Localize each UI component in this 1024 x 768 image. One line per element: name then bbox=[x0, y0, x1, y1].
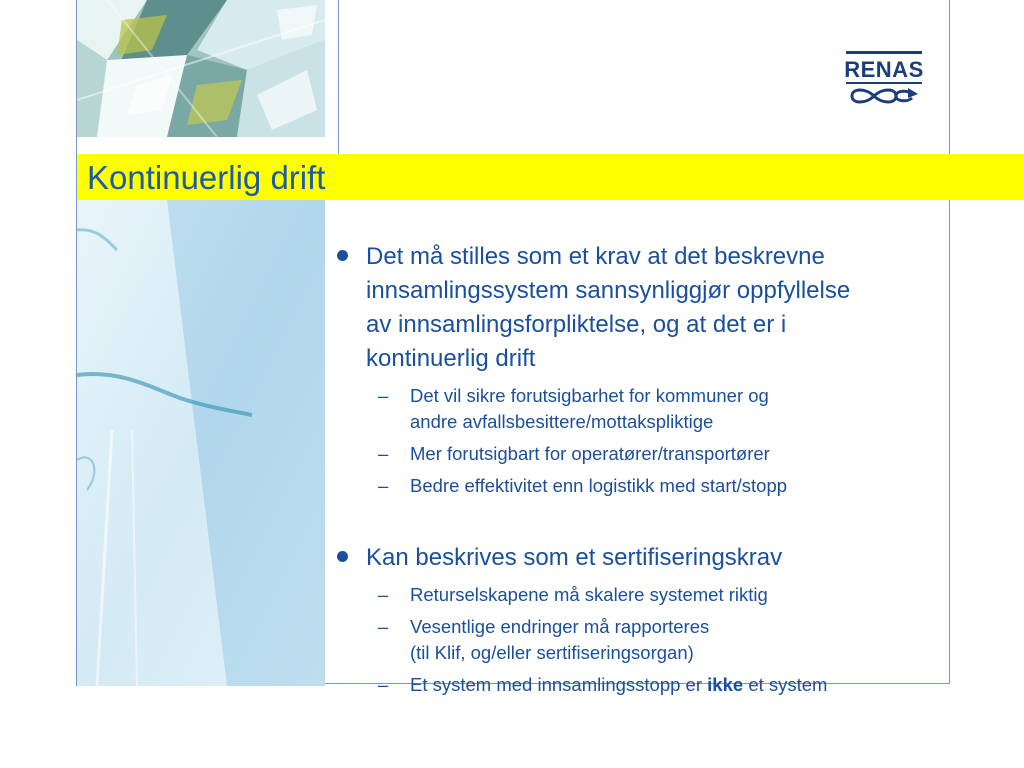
dash-bullet: – bbox=[378, 475, 389, 496]
bullet-line: av innsamlingsforpliktelse, og at det er i bbox=[366, 311, 787, 338]
sub-item-line: andre avfallsbesittere/mottakspliktige bbox=[410, 411, 714, 432]
bullet-dot-icon bbox=[337, 250, 348, 261]
dash-bullet: – bbox=[378, 584, 389, 605]
bullet-line: Kan beskrives som et sertifiseringskrav bbox=[366, 544, 783, 571]
bullet-line: kontinuerlig drift bbox=[366, 345, 536, 372]
sub-list bbox=[366, 383, 947, 499]
sub-item bbox=[366, 672, 947, 698]
renas-logo bbox=[838, 48, 930, 110]
logo-top-rule bbox=[846, 51, 922, 54]
sub-list bbox=[366, 582, 947, 698]
sub-item bbox=[366, 383, 947, 435]
sub-item-line: (til Klif, og/eller sertifiseringsorgan) bbox=[410, 642, 694, 663]
slide-title: Kontinuerlig drift bbox=[87, 159, 326, 196]
crystal-image bbox=[77, 0, 325, 137]
frame-line-middle bbox=[338, 0, 339, 154]
sub-item bbox=[366, 614, 947, 666]
dash-bullet: – bbox=[378, 385, 389, 406]
bullet-line: innsamlingssystem sannsynliggjør oppfyllelse bbox=[366, 277, 851, 304]
sub-item-line: Det vil sikre forutsigbarhet for kommuner og bbox=[410, 385, 769, 406]
emphasis-text: ikke bbox=[707, 674, 744, 695]
bullet-item-certification-requirement bbox=[335, 541, 947, 698]
frame-line-right bbox=[949, 0, 950, 683]
logo-text: RENAS bbox=[844, 57, 924, 82]
bullet-dot-icon bbox=[337, 551, 348, 562]
bullet-text bbox=[366, 240, 947, 376]
sub-item-prefix: Et system med innsamlingsstopp er bbox=[410, 674, 703, 695]
bullet-text bbox=[366, 541, 947, 575]
sub-item-suffix: et system bbox=[748, 674, 828, 695]
bullet-line: Det må stilles som et krav at det beskrevne bbox=[366, 243, 825, 270]
sub-item bbox=[366, 582, 947, 608]
sub-item bbox=[366, 473, 947, 499]
sub-item bbox=[366, 441, 947, 467]
dash-bullet: – bbox=[378, 443, 389, 464]
sub-item-line: Vesentlige endringer må rapporteres bbox=[410, 616, 710, 637]
content-area bbox=[335, 240, 947, 704]
sub-item-line: Returselskapene må skalere systemet riktig bbox=[410, 584, 768, 605]
bullet-item-continuous-requirement bbox=[335, 240, 947, 499]
dash-bullet: – bbox=[378, 674, 389, 695]
dash-bullet: – bbox=[378, 616, 389, 637]
recycle-loop-icon bbox=[846, 84, 922, 108]
title-bar bbox=[77, 154, 1024, 200]
sub-item-line: Mer forutsigbart for operatører/transportører bbox=[410, 443, 770, 464]
sub-item-line: Bedre effektivitet enn logistikk med start/stopp bbox=[410, 475, 788, 496]
sub-item-line bbox=[410, 672, 947, 698]
frost-image bbox=[77, 200, 325, 686]
